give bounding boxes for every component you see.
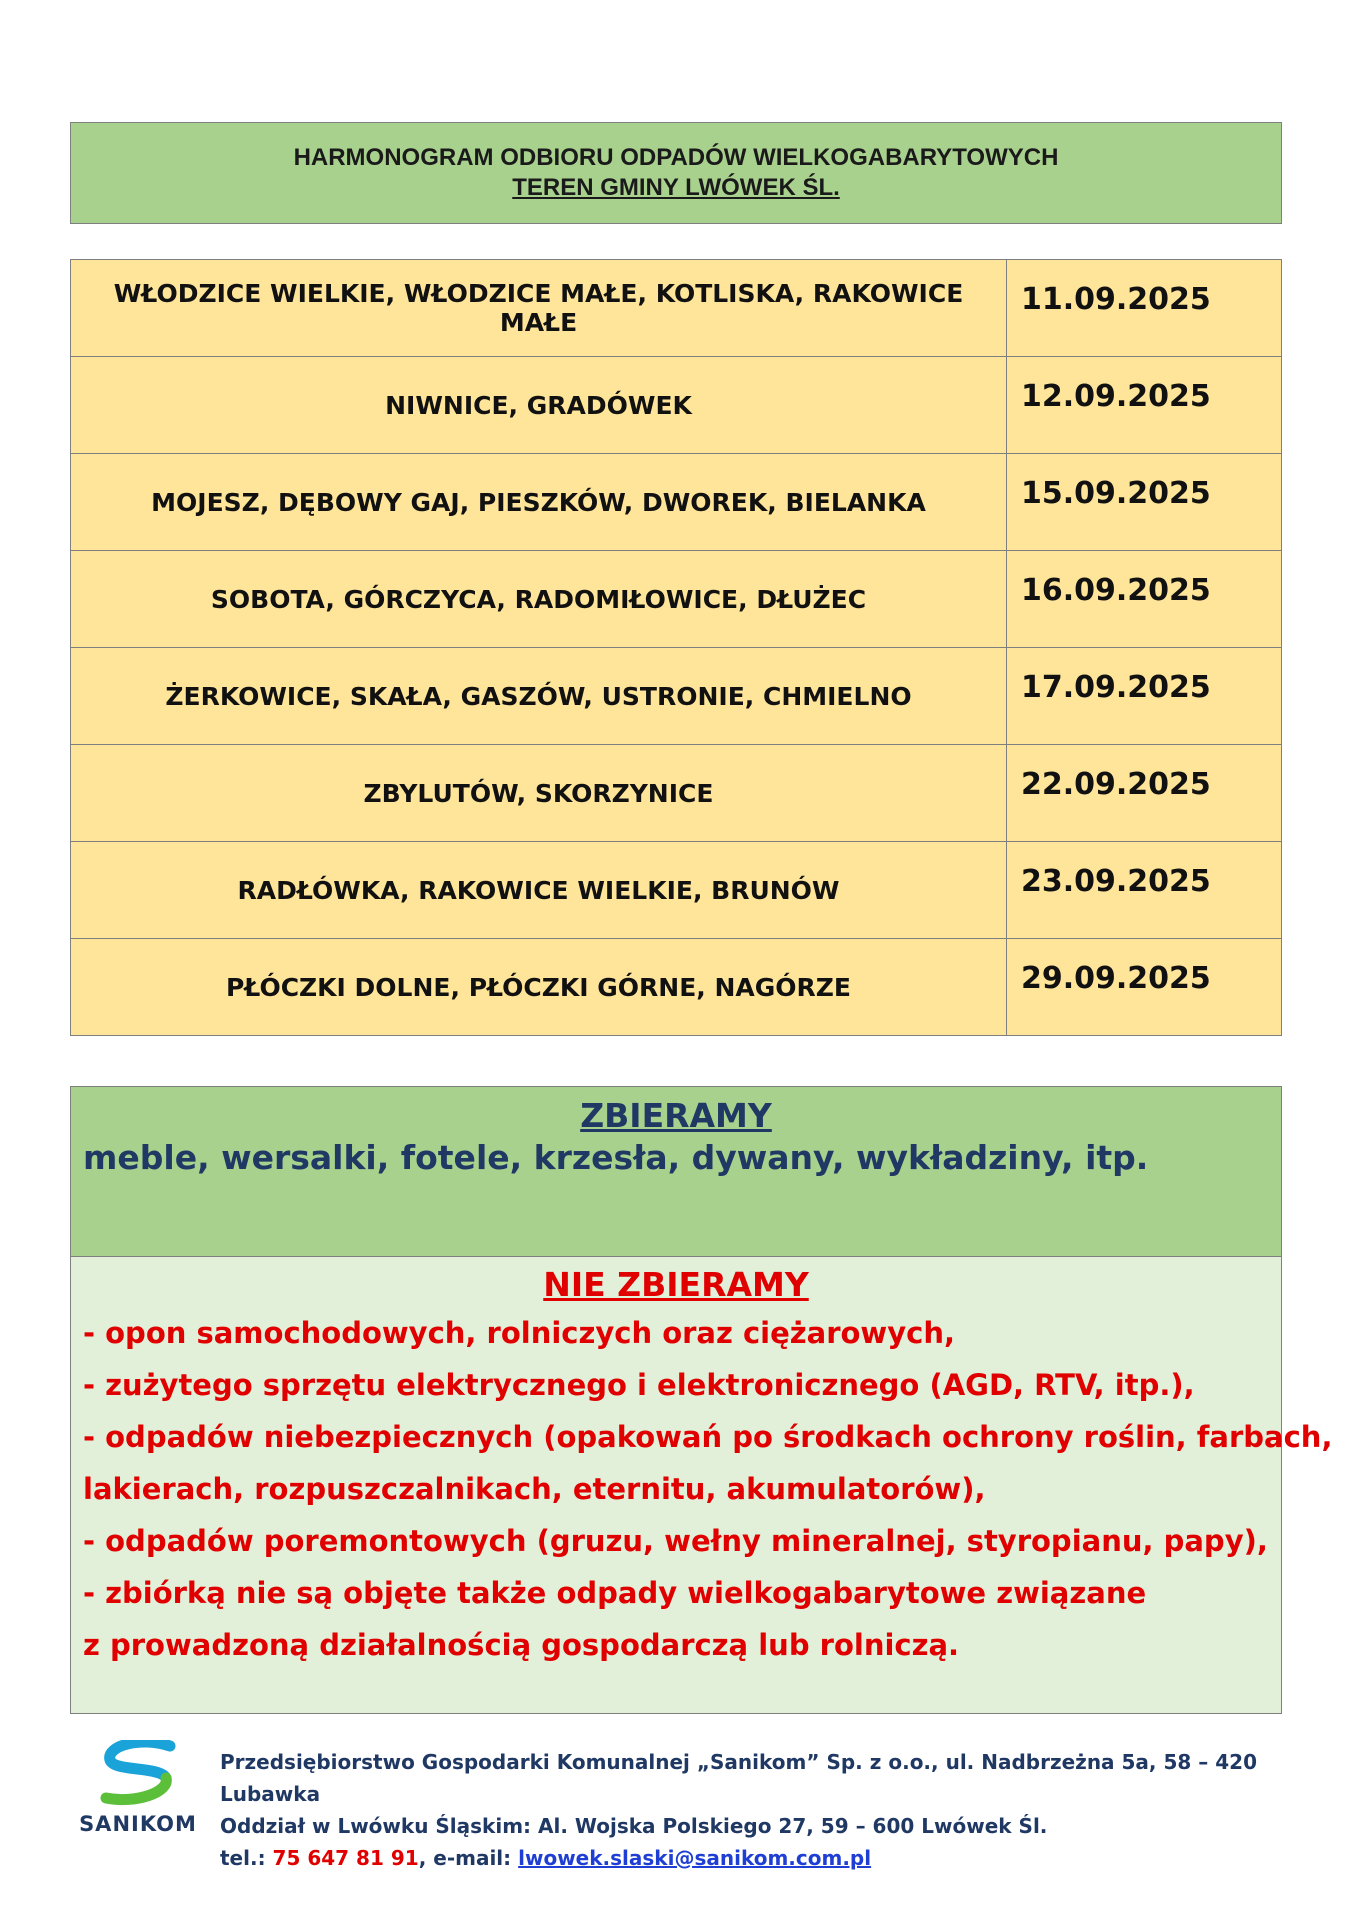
not-collect-box	[70, 1256, 1333, 1714]
places-cell: ŻERKOWICE, SKAŁA, GASZÓW, USTRONIE, CHMIELNO	[71, 648, 1007, 745]
table-row	[71, 745, 1282, 842]
places-cell: WŁODZICE WIELKIE, WŁODZICE MAŁE, KOTLISKA, RAKOWICE MAŁE	[71, 260, 1007, 357]
places-cell: NIWNICE, GRADÓWEK	[71, 357, 1007, 454]
phone-number[interactable]: 75 647 81 91	[272, 1846, 419, 1870]
table-row	[71, 648, 1282, 745]
date-cell: 16.09.2025	[1007, 551, 1282, 648]
date-cell: 11.09.2025	[1007, 260, 1282, 357]
sanikom-s-icon	[100, 1740, 176, 1810]
contact-line	[220, 1842, 1282, 1874]
not-collect-line: - opon samochodowych, rolniczych oraz ciężarowych,	[83, 1316, 955, 1350]
collect-items: meble, wersalki, fotele, krzesła, dywany, wykładziny, itp.	[83, 1138, 1149, 1177]
not-collect-line: lakierach, rozpuszczalnikach, eternitu, akumulatorów),	[83, 1472, 986, 1506]
places-cell: PŁÓCZKI DOLNE, PŁÓCZKI GÓRNE, NAGÓRZE	[71, 939, 1007, 1036]
not-collect-line: - odpadów poremontowych (gruzu, wełny mineralnej, styropianu, papy),	[83, 1524, 1268, 1558]
table-row	[71, 260, 1282, 357]
sanikom-logo	[70, 1740, 206, 1840]
tel-label: tel.:	[220, 1846, 273, 1870]
places-cell: ZBYLUTÓW, SKORZYNICE	[71, 745, 1007, 842]
places-cell: MOJESZ, DĘBOWY GAJ, PIESZKÓW, DWOREK, BIELANKA	[71, 454, 1007, 551]
email-label: , e-mail:	[418, 1846, 519, 1870]
footer	[70, 1740, 1282, 1870]
date-cell: 12.09.2025	[1007, 357, 1282, 454]
not-collect-line: - odpadów niebezpiecznych (opakowań po środkach ochrony roślin, farbach,	[83, 1420, 1333, 1454]
not-collect-title: NIE ZBIERAMY	[543, 1265, 809, 1304]
table-row	[71, 357, 1282, 454]
header-title: HARMONOGRAM ODBIORU ODPADÓW WIELKOGABARYTOWYCH	[293, 144, 1059, 171]
places-cell: RADŁÓWKA, RAKOWICE WIELKIE, BRUNÓW	[71, 842, 1007, 939]
table-row	[71, 454, 1282, 551]
brand-name: SANIKOM	[79, 1812, 197, 1836]
email-link[interactable]: lwowek.slaski@sanikom.com.pl	[518, 1846, 872, 1870]
collect-box	[70, 1086, 1282, 1257]
schedule-table	[70, 259, 1282, 1036]
header-subtitle: TEREN GMINY LWÓWEK ŚL.	[512, 174, 840, 201]
company-info	[220, 1746, 1282, 1874]
branch-address: Oddział w Lwówku Śląskim: Al. Wojska Polskiego 27, 59 – 600 Lwówek Śl.	[220, 1814, 1048, 1838]
not-collect-line: - zbiórką nie są objęte także odpady wielkogabarytowe związane	[83, 1576, 1147, 1610]
not-collect-line: - zużytego sprzętu elektrycznego i elektronicznego (AGD, RTV, itp.),	[83, 1368, 1195, 1402]
date-cell: 23.09.2025	[1007, 842, 1282, 939]
date-cell: 15.09.2025	[1007, 454, 1282, 551]
table-row	[71, 551, 1282, 648]
date-cell: 29.09.2025	[1007, 939, 1282, 1036]
not-collect-line: z prowadzoną działalnością gospodarczą lub rolniczą.	[83, 1628, 960, 1662]
collect-title: ZBIERAMY	[580, 1096, 772, 1135]
table-row	[71, 939, 1282, 1036]
date-cell: 17.09.2025	[1007, 648, 1282, 745]
date-cell: 22.09.2025	[1007, 745, 1282, 842]
header-box	[70, 122, 1282, 224]
company-address: Przedsiębiorstwo Gospodarki Komunalnej „Sanikom” Sp. z o.o., ul. Nadbrzeżna 5a, 58 – 420 Lubawka	[220, 1750, 1257, 1806]
table-row	[71, 842, 1282, 939]
places-cell: SOBOTA, GÓRCZYCA, RADOMIŁOWICE, DŁUŻEC	[71, 551, 1007, 648]
